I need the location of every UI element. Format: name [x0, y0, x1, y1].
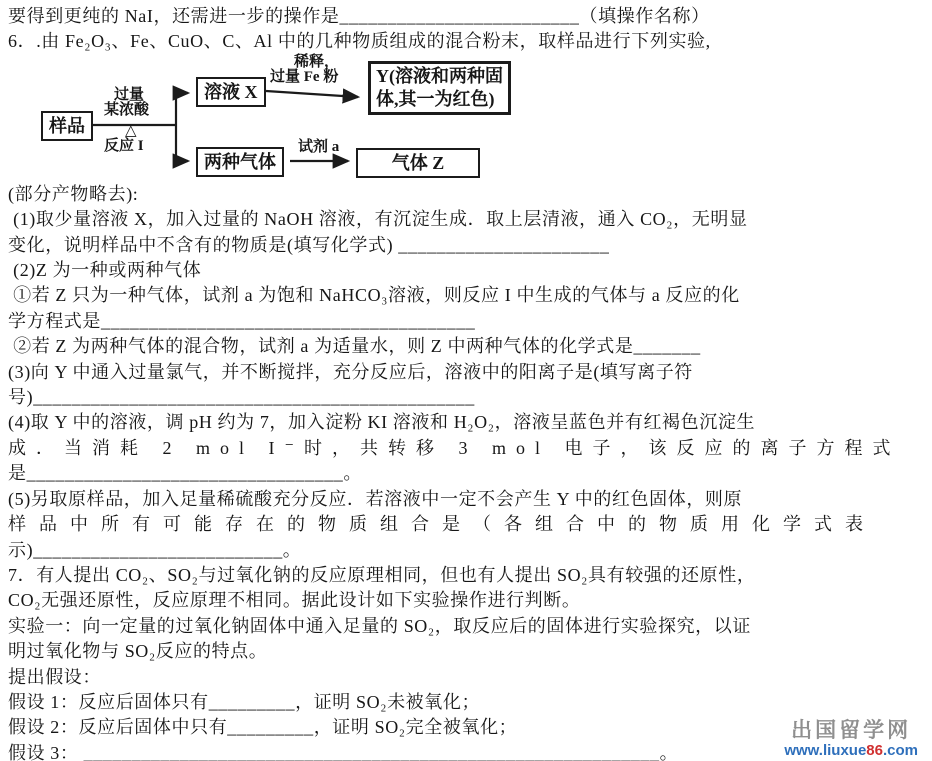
- q6-5-line-2: 样品中所有可能存在的物质组合是（各组合中的物质用化学式表: [8, 514, 876, 535]
- reaction-one-label: 反应 I: [104, 137, 144, 154]
- q5-followup-line: 要得到更纯的 NaI，还需进一步的操作是_________________________（填操作名称）: [8, 6, 710, 26]
- hypothesis-2: 假设 2：反应后固体中只有_________，证明 SO₂完全被氧化；: [8, 717, 518, 738]
- watermark-url: [784, 742, 918, 759]
- experiment1-line-2: 明过氧化物与 SO₂反应的特点。: [8, 641, 268, 662]
- q7-line-1: 7．有人提出 CO₂、SO₂与过氧化钠的反应原理相同，但也有人提出 SO₂具有较强的还原性，: [8, 564, 756, 585]
- q6-3-line-1: (3)向 Y 中通入过量氯气，并不断搅拌，充分反应后，溶液中的阳离子是(填写离子符: [8, 361, 693, 382]
- solution-x-box: 溶液 X: [196, 77, 266, 107]
- watermark-site-name: 出国留学网: [791, 719, 912, 742]
- dilute-label-line2: 过量 Fe 粉: [270, 68, 339, 85]
- q6-2-intro: (2)Z 为一种或两种气体: [8, 260, 202, 281]
- watermark-url-suffix: .com: [882, 742, 918, 759]
- two-gases-box: 两种气体: [196, 147, 284, 177]
- q6-4-line-3: 是_________________________________。: [8, 463, 362, 484]
- y-product-box: [368, 61, 511, 115]
- y-product-box-line1: Y(溶液和两种固: [376, 65, 503, 86]
- q6-1-line-1: (1)取少量溶液 X，加入过量的 NaOH 溶液，有沉淀生成．取上层清液，通入 CO₂，无明显: [8, 209, 748, 230]
- reagent-a-label: 试剂 a: [298, 138, 340, 155]
- heat-triangle-icon: △: [125, 122, 137, 139]
- gas-z-box: 气体 Z: [356, 148, 480, 178]
- q6-1-line-2: 变化，说明样品中不含有的物质是(填写化学式) ______________________: [8, 234, 610, 255]
- q6-2-case2-line: ②若 Z 为两种气体的混合物，试剂 a 为适量水，则 Z 中两种气体的化学式是_______: [8, 336, 701, 357]
- q6-5-line-1: (5)另取原样品，加入足量稀硫酸充分反应．若溶液中一定不会产生 Y 中的红色固体，则原: [8, 488, 743, 509]
- sample-box: 样品: [41, 111, 93, 141]
- q6-stem: 6．.由 Fe₂O₃、Fe、CuO、C、Al 中的几种物质组成的混合粉末，取样品进行下列实验,: [8, 31, 711, 52]
- hypothesis-1: 假设 1：反应后固体只有_________，证明 SO₂未被氧化；: [8, 691, 481, 712]
- watermark-url-prefix: www.liuxue: [784, 742, 867, 759]
- q6-2-case1-line-2: 学方程式是_______________________________________: [8, 310, 476, 331]
- experiment1-line-1: 实验一：向一定量的过氧化钠固体中通入足量的 SO₂，取反应后的固体进行实验探究，以证: [8, 615, 751, 636]
- arrow-solution-x-to-y: [266, 91, 358, 97]
- q6-3-line-2: 号)______________________________________________: [8, 387, 475, 408]
- dilute-label-line1: 稀释，: [294, 53, 340, 70]
- watermark-url-highlight: 86: [866, 742, 883, 759]
- q6-4-line-2: 成．当消耗 2 mol I⁻时，共转移 3 mol 电子，该反应的离子方程式: [8, 437, 901, 458]
- liuxue86-watermark: [784, 720, 918, 759]
- q7-line-2: CO₂无强还原性，反应原理不相同。据此设计如下实验操作进行判断。: [8, 590, 581, 611]
- products-omitted-note: (部分产物略去):: [8, 183, 139, 204]
- q6-flowchart: [8, 55, 924, 182]
- y-product-box-line2: 体,其一为红色): [376, 88, 495, 109]
- q6-5-line-3: 示)__________________________。: [8, 539, 302, 560]
- q6-4-line-1: (4)取 Y 中的溶液，调 pH 约为 7，加入淀粉 KI 溶液和 H₂O₂，溶液呈蓝色并有红褐色沉淀生: [8, 412, 756, 433]
- q6-2-case1-line-1: ①若 Z 只为一种气体，试剂 a 为饱和 NaHCO₃溶液，则反应 I 中生成的气体与 a 反应的化: [8, 285, 740, 306]
- condition-excess-label: 过量: [114, 86, 145, 103]
- hypothesis-3: 假设 3： ____________________________________________________________。: [8, 742, 679, 761]
- condition-acid-label: 某浓酸: [104, 101, 150, 118]
- hypothesis-header: 提出假设：: [8, 666, 101, 687]
